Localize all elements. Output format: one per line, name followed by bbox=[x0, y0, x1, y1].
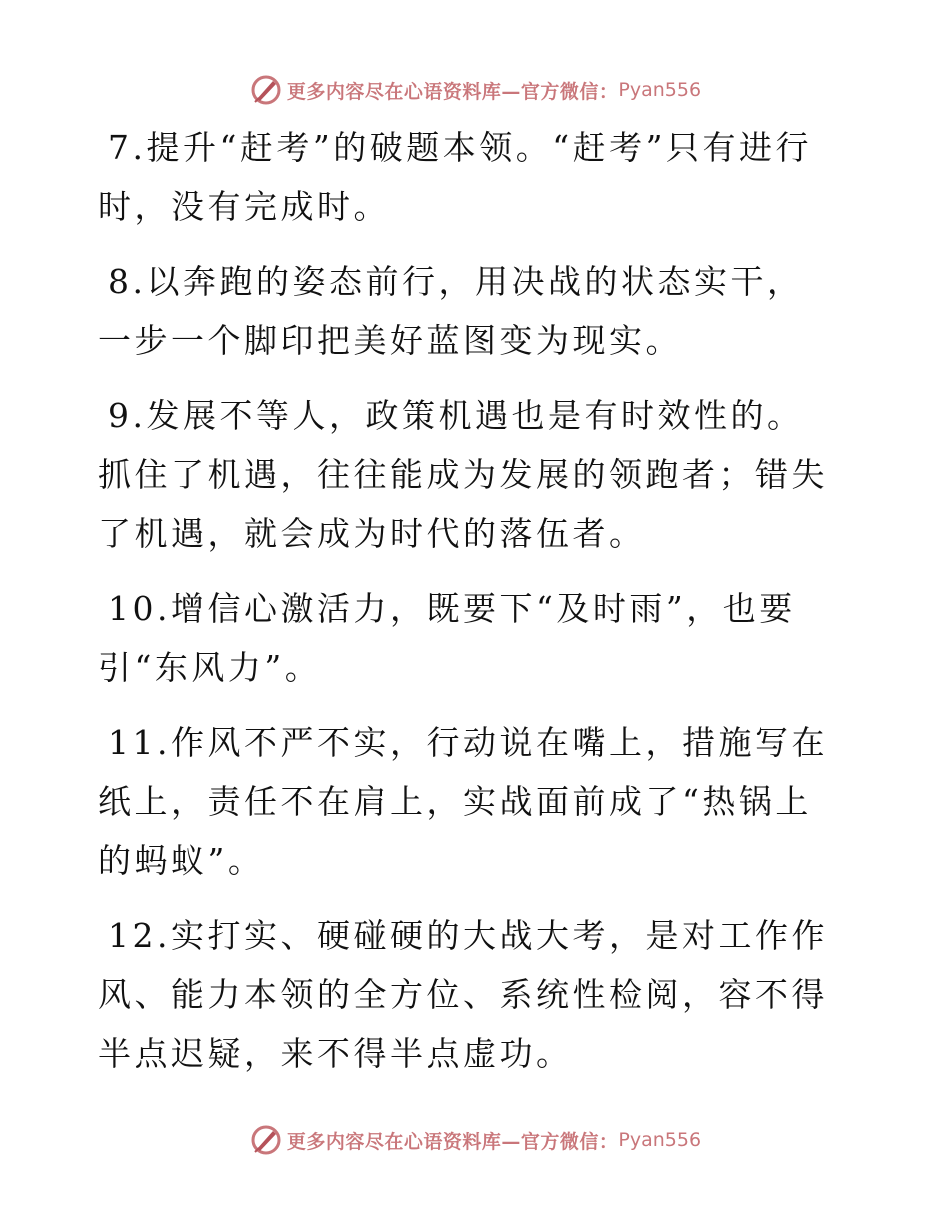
quill-circle-icon bbox=[249, 1123, 283, 1157]
paragraph-7: 7.提升“赶考”的破题本领。“赶考”只有进行时，没有完成时。 bbox=[98, 128, 812, 226]
paragraph-8: 8.以奔跑的姿态前行，用决战的状态实干，一步一个脚印把美好蓝图变为现实。 bbox=[98, 262, 804, 360]
footer-wechat-id: Pyan556 bbox=[618, 1129, 702, 1151]
document-body bbox=[98, 118, 838, 1099]
header-banner bbox=[0, 70, 950, 110]
quill-circle-icon bbox=[249, 73, 283, 107]
paragraph-9: 9.发展不等人，政策机遇也是有时效性的。抓住了机遇，往往能成为发展的领跑者；错失了机遇，就会成为时代的落伍者。 bbox=[98, 396, 828, 553]
paragraph-12: 12.实打实、硬碰硬的大战大考，是对工作作风、能力本领的全方位、系统性检阅，容不得半点迟疑，来不得半点虚功。 bbox=[98, 916, 828, 1073]
footer-banner-text: 更多内容尽在心语资料库—官方微信： bbox=[286, 1130, 619, 1153]
wechat-id: Pyan556 bbox=[618, 79, 702, 101]
footer-banner bbox=[0, 1120, 950, 1160]
paragraph-10: 10.增信心激活力，既要下“及时雨”，也要引“东风力”。 bbox=[98, 589, 796, 687]
banner-text: 更多内容尽在心语资料库—官方微信： bbox=[286, 80, 619, 103]
paragraph-11: 11.作风不严不实，行动说在嘴上，措施写在纸上，责任不在肩上，实战面前成了“热锅上的蚂蚁”。 bbox=[98, 723, 828, 880]
